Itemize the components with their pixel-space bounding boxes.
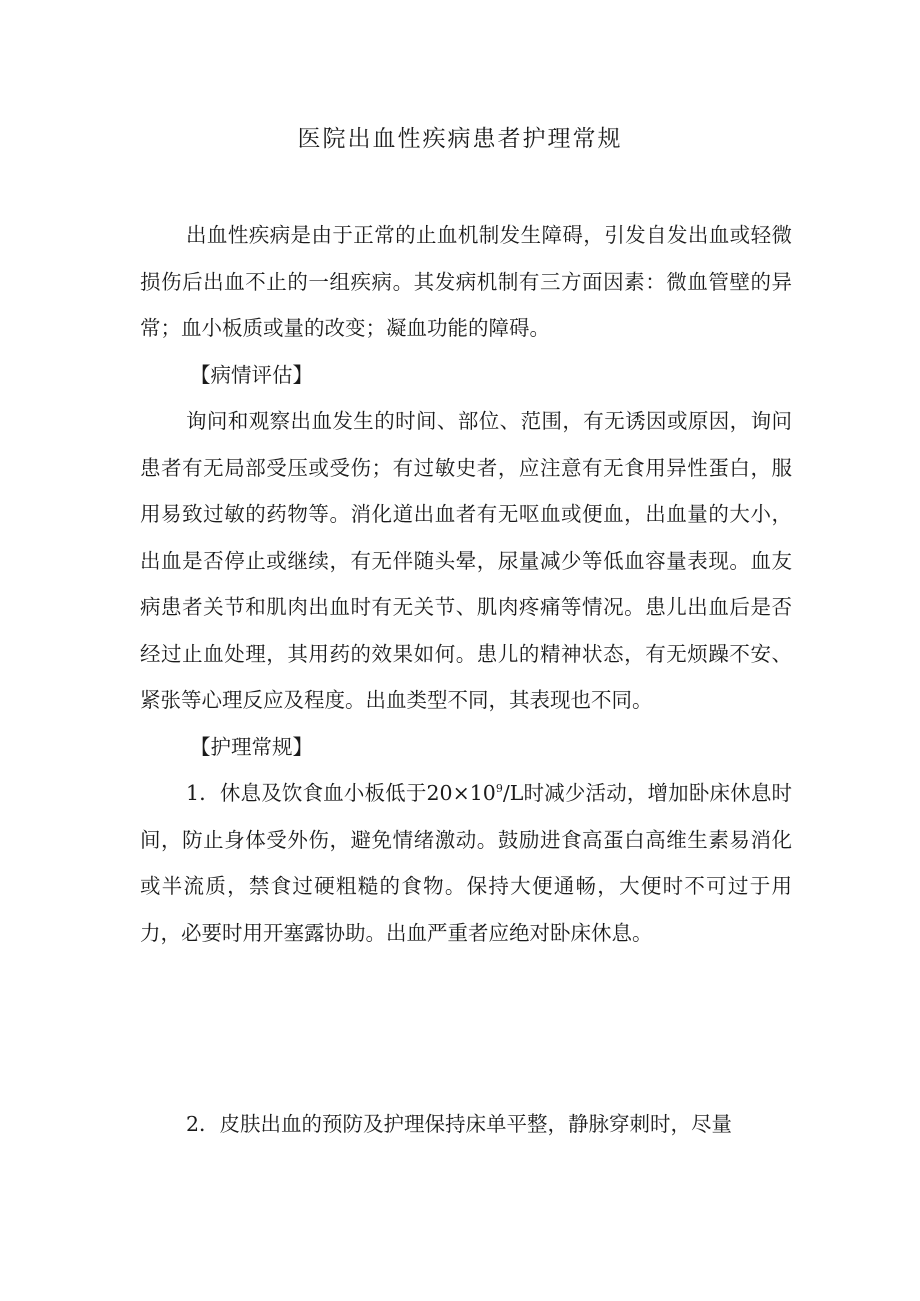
document-title: 医院出血性疾病患者护理常规: [297, 126, 623, 152]
assessment-paragraph: 询问和观察出血发生的时间、部位、范围，有无诱因或原因，询问患者有无局部受压或受伤；有过敏史者，应注意有无食用异性蛋白，服用易致过敏的药物等。消化道出血者有无呕血或便血，出血量的大小，出血是否停止或继续，有无伴随头晕，尿量减少等低血容量表现。血友病患者关节和肌肉出血时有无关节、肌肉疼痛等情况。患儿出血后是否经过止血处理，其用药的效果如何。患儿的精神状态，有无烦躁不安、紧张等心理反应及程度。出血类型不同，其表现也不同。: [140, 409, 792, 712]
nursing-item-1: [140, 770, 792, 956]
section-heading-assessment: 【病情评估】: [190, 362, 313, 387]
item2-block: [140, 1101, 792, 1148]
item1-superscript: 9: [495, 782, 503, 796]
section-heading-nursing: 【护理常规】: [190, 734, 313, 759]
item1-text-end: /L时减少活动，增加卧床休息时间，防止身体受外伤，避免情绪激动。鼓励进食高蛋白高维生素易消化或半流质，禁食过硬粗糙的食物。保持大便通畅，大便时不可过于用力，必要时用开塞露协助。出血严重者应绝对卧床休息。: [140, 781, 792, 945]
intro-block: [140, 212, 792, 956]
nursing-item-2: 2．皮肤出血的预防及护理保持床单平整，静脉穿刺时，尽量: [186, 1112, 733, 1136]
item1-text-start: 1．休息及饮食血小板低于20×10: [186, 781, 496, 805]
intro-paragraph: 出血性疾病是由于正常的止血机制发生障碍，引发自发出血或轻微损伤后出血不止的一组疾病。其发病机制有三方面因素：微血管壁的异常；血小板质或量的改变；凝血功能的障碍。: [140, 223, 792, 340]
